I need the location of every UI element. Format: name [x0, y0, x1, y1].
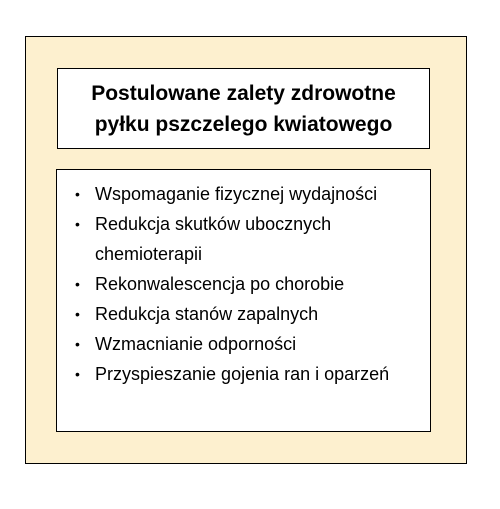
- benefit-label: Przyspieszanie gojenia ran i oparzeń: [95, 364, 390, 384]
- title-box: [57, 68, 430, 149]
- benefit-item: [71, 179, 426, 209]
- benefit-label: Wzmacnianie odporności: [95, 334, 297, 354]
- bullet-icon: •: [75, 216, 80, 232]
- benefit-label: Rekonwalescencja po chorobie: [95, 274, 345, 294]
- title-line-1: Postulowane zalety zdrowotne: [91, 81, 396, 105]
- bullet-icon: •: [75, 306, 80, 322]
- benefits-box: [56, 169, 431, 432]
- benefit-label: Wspomaganie fizycznej wydajności: [95, 184, 378, 204]
- benefit-item: [71, 269, 426, 299]
- title-line-2: pyłku pszczelego kwiatowego: [94, 112, 393, 136]
- benefit-item: [71, 359, 426, 389]
- benefit-item: [71, 299, 426, 329]
- bullet-icon: •: [75, 366, 80, 382]
- benefit-label: Redukcja skutków ubocznych chemioterapii: [95, 214, 332, 264]
- benefit-label: Redukcja stanów zapalnych: [95, 304, 319, 324]
- benefit-item: [71, 329, 426, 359]
- diagram-title: [79, 78, 409, 140]
- benefit-item: [71, 209, 426, 269]
- bullet-icon: •: [75, 336, 80, 352]
- bullet-icon: •: [75, 276, 80, 292]
- benefits-list: [71, 179, 426, 389]
- bullet-icon: •: [75, 186, 80, 202]
